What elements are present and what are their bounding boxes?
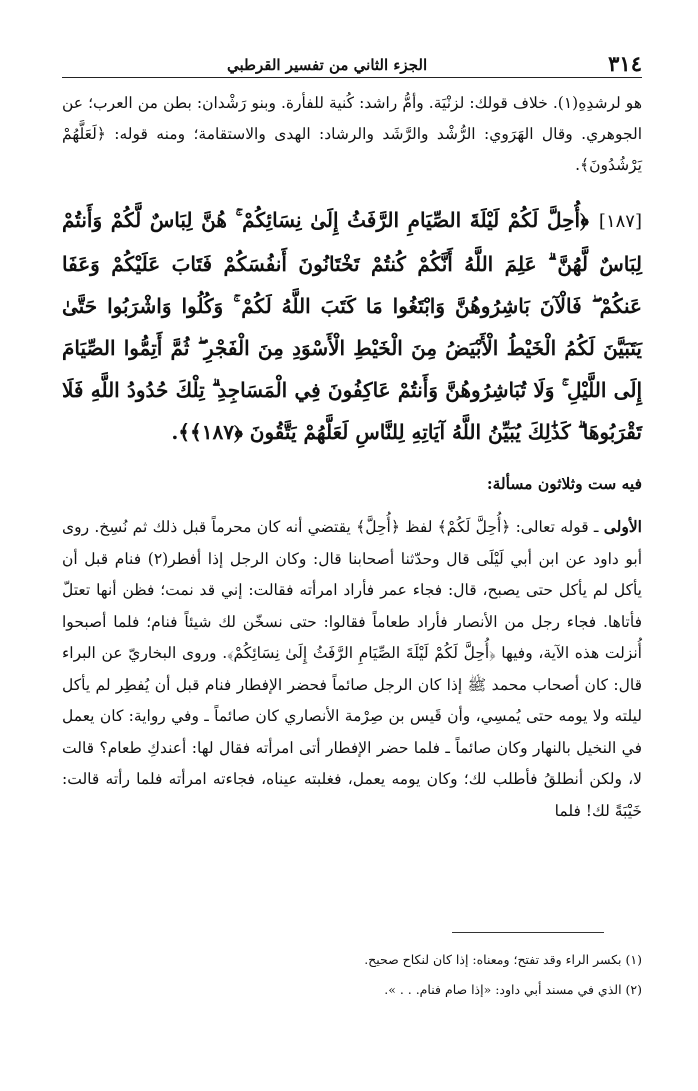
- document-page: [62, 40, 642, 827]
- footnotes: [62, 945, 642, 1005]
- body-paragraph-text: ـ قوله تعالى: ﴿أُحِلَّ لَكُمْ﴾ لفظ ﴿أُحِلَّ﴾ يقتضي أنه كان محرماً قبل ذلك ثم نُسِخ. روى أبو داود عن ابن أبي لَيْلَى قال وحدّثنا أصحابنا قال: وكان الرجل إذا أفطر(٢) فنام قبل أن يأكل لم يأكل حتى يصبح، قال: فجاء عمر فأراد امرأته فقالت: إني قد نمت؛ فظن أنها تعتلّ فأتاها. فجاء رجل من الأنصار فأراد طعاماً فقالوا: حتى نسخّن لك شيئاً فنام؛ فلما أصبحوا أُنزلت هذه الآية، وفيها ﴿أُحِلَّ لَكُمْ لَيْلَةَ الصِّيَامِ الرَّفَثُ إِلَىٰ نِسَائِكُمْ﴾. وروى البخاريّ عن البراء قال: كان أصحاب محمد ﷺ إذا كان الرجل صائماً فحضر الإفطار فنام قبل أن يُفطِر لم يأكل ليلته ولا يومه حتى يُمسِي، وأن قَيس بن صِرْمة الأنصاري كان صائماً ـ وفي رواية: كان يعمل في النخيل بالنهار وكان صائماً ـ فلما حضر الإفطار أتى امرأته فقال لها: أعندكِ طعام؟ قالت لا، ولكن أنطلقُ فأطلب لك؛ وكان يومه يعمل، فغلبته عيناه، فجاءته امرأته فلما رأته قالت: خَيْبَةً لك! فلما: [62, 518, 643, 820]
- quran-verse-text: ﴿أُحِلَّ لَكُمْ لَيْلَةَ الصِّيَامِ الرَّفَثُ إِلَىٰ نِسَائِكُمْ ۚ هُنَّ لِبَاسٌ لَّكُمْ وَأَنتُمْ لِبَاسٌ لَّهُنَّ ۗ عَلِمَ اللَّهُ أَنَّكُمْ كُنتُمْ تَخْتَانُونَ أَنفُسَكُمْ فَتَابَ عَلَيْكُمْ وَعَفَا عَنكُمْ ۖ فَالْآنَ بَاشِرُوهُنَّ وَابْتَغُوا مَا كَتَبَ اللَّهُ لَكُمْ ۚ وَكُلُوا وَاشْرَبُوا حَتَّىٰ يَتَبَيَّنَ لَكُمُ الْخَيْطُ الْأَبْيَضُ مِنَ الْخَيْطِ الْأَسْوَدِ مِنَ الْفَجْرِ ۖ ثُمَّ أَتِمُّوا الصِّيَامَ إِلَى اللَّيْلِ ۚ وَلَا تُبَاشِرُوهُنَّ وَأَنتُمْ عَاكِفُونَ فِي الْمَسَاجِدِ ۗ تِلْكَ حُدُودُ اللَّهِ فَلَا تَقْرَبُوهَا ۗ كَذَٰلِكَ يُبَيِّنُ اللَّهُ آيَاتِهِ لِلنَّاسِ لَعَلَّهُمْ يَتَّقُونَ ﴿١٨٧﴾﴾.: [62, 208, 642, 444]
- issue-lead-word: الأولى: [603, 517, 642, 536]
- footnote-separator: [452, 932, 604, 933]
- footnote-2: (٢) الذي في مسند أبي داود: «إذا صام فنام. . . ».: [384, 982, 642, 997]
- intro-paragraph: هو لرشدِهِ(١). خلاف قولك: لزنْيَة. وأمُّ راشد: كُنية للفأرة. وبنو رَشْدان: بطن من العرب؛ عن الجوهري. وقال الهَرَوي: الرُّشْد والرَّشَد والرشاد: الهدى والاستقامة؛ ومنه قوله: ﴿لَعَلَّهُمْ يَرْشُدُونَ﴾.: [62, 94, 642, 174]
- page-number: ٣١٤: [608, 51, 642, 76]
- section-heading: فيه ست وثلاثون مسألة:: [486, 474, 642, 493]
- footnote-1: (١) بكسر الراء وقد تفتح؛ ومعناه: إذا كان لنكاح صحيح.: [364, 952, 642, 967]
- page-header: [62, 40, 642, 78]
- quran-verse-block: [62, 199, 642, 453]
- verse-reference: [١٨٧]: [598, 211, 642, 232]
- running-title: الجزء الثاني من تفسير القرطبي: [227, 56, 428, 74]
- body-paragraph: [62, 511, 642, 827]
